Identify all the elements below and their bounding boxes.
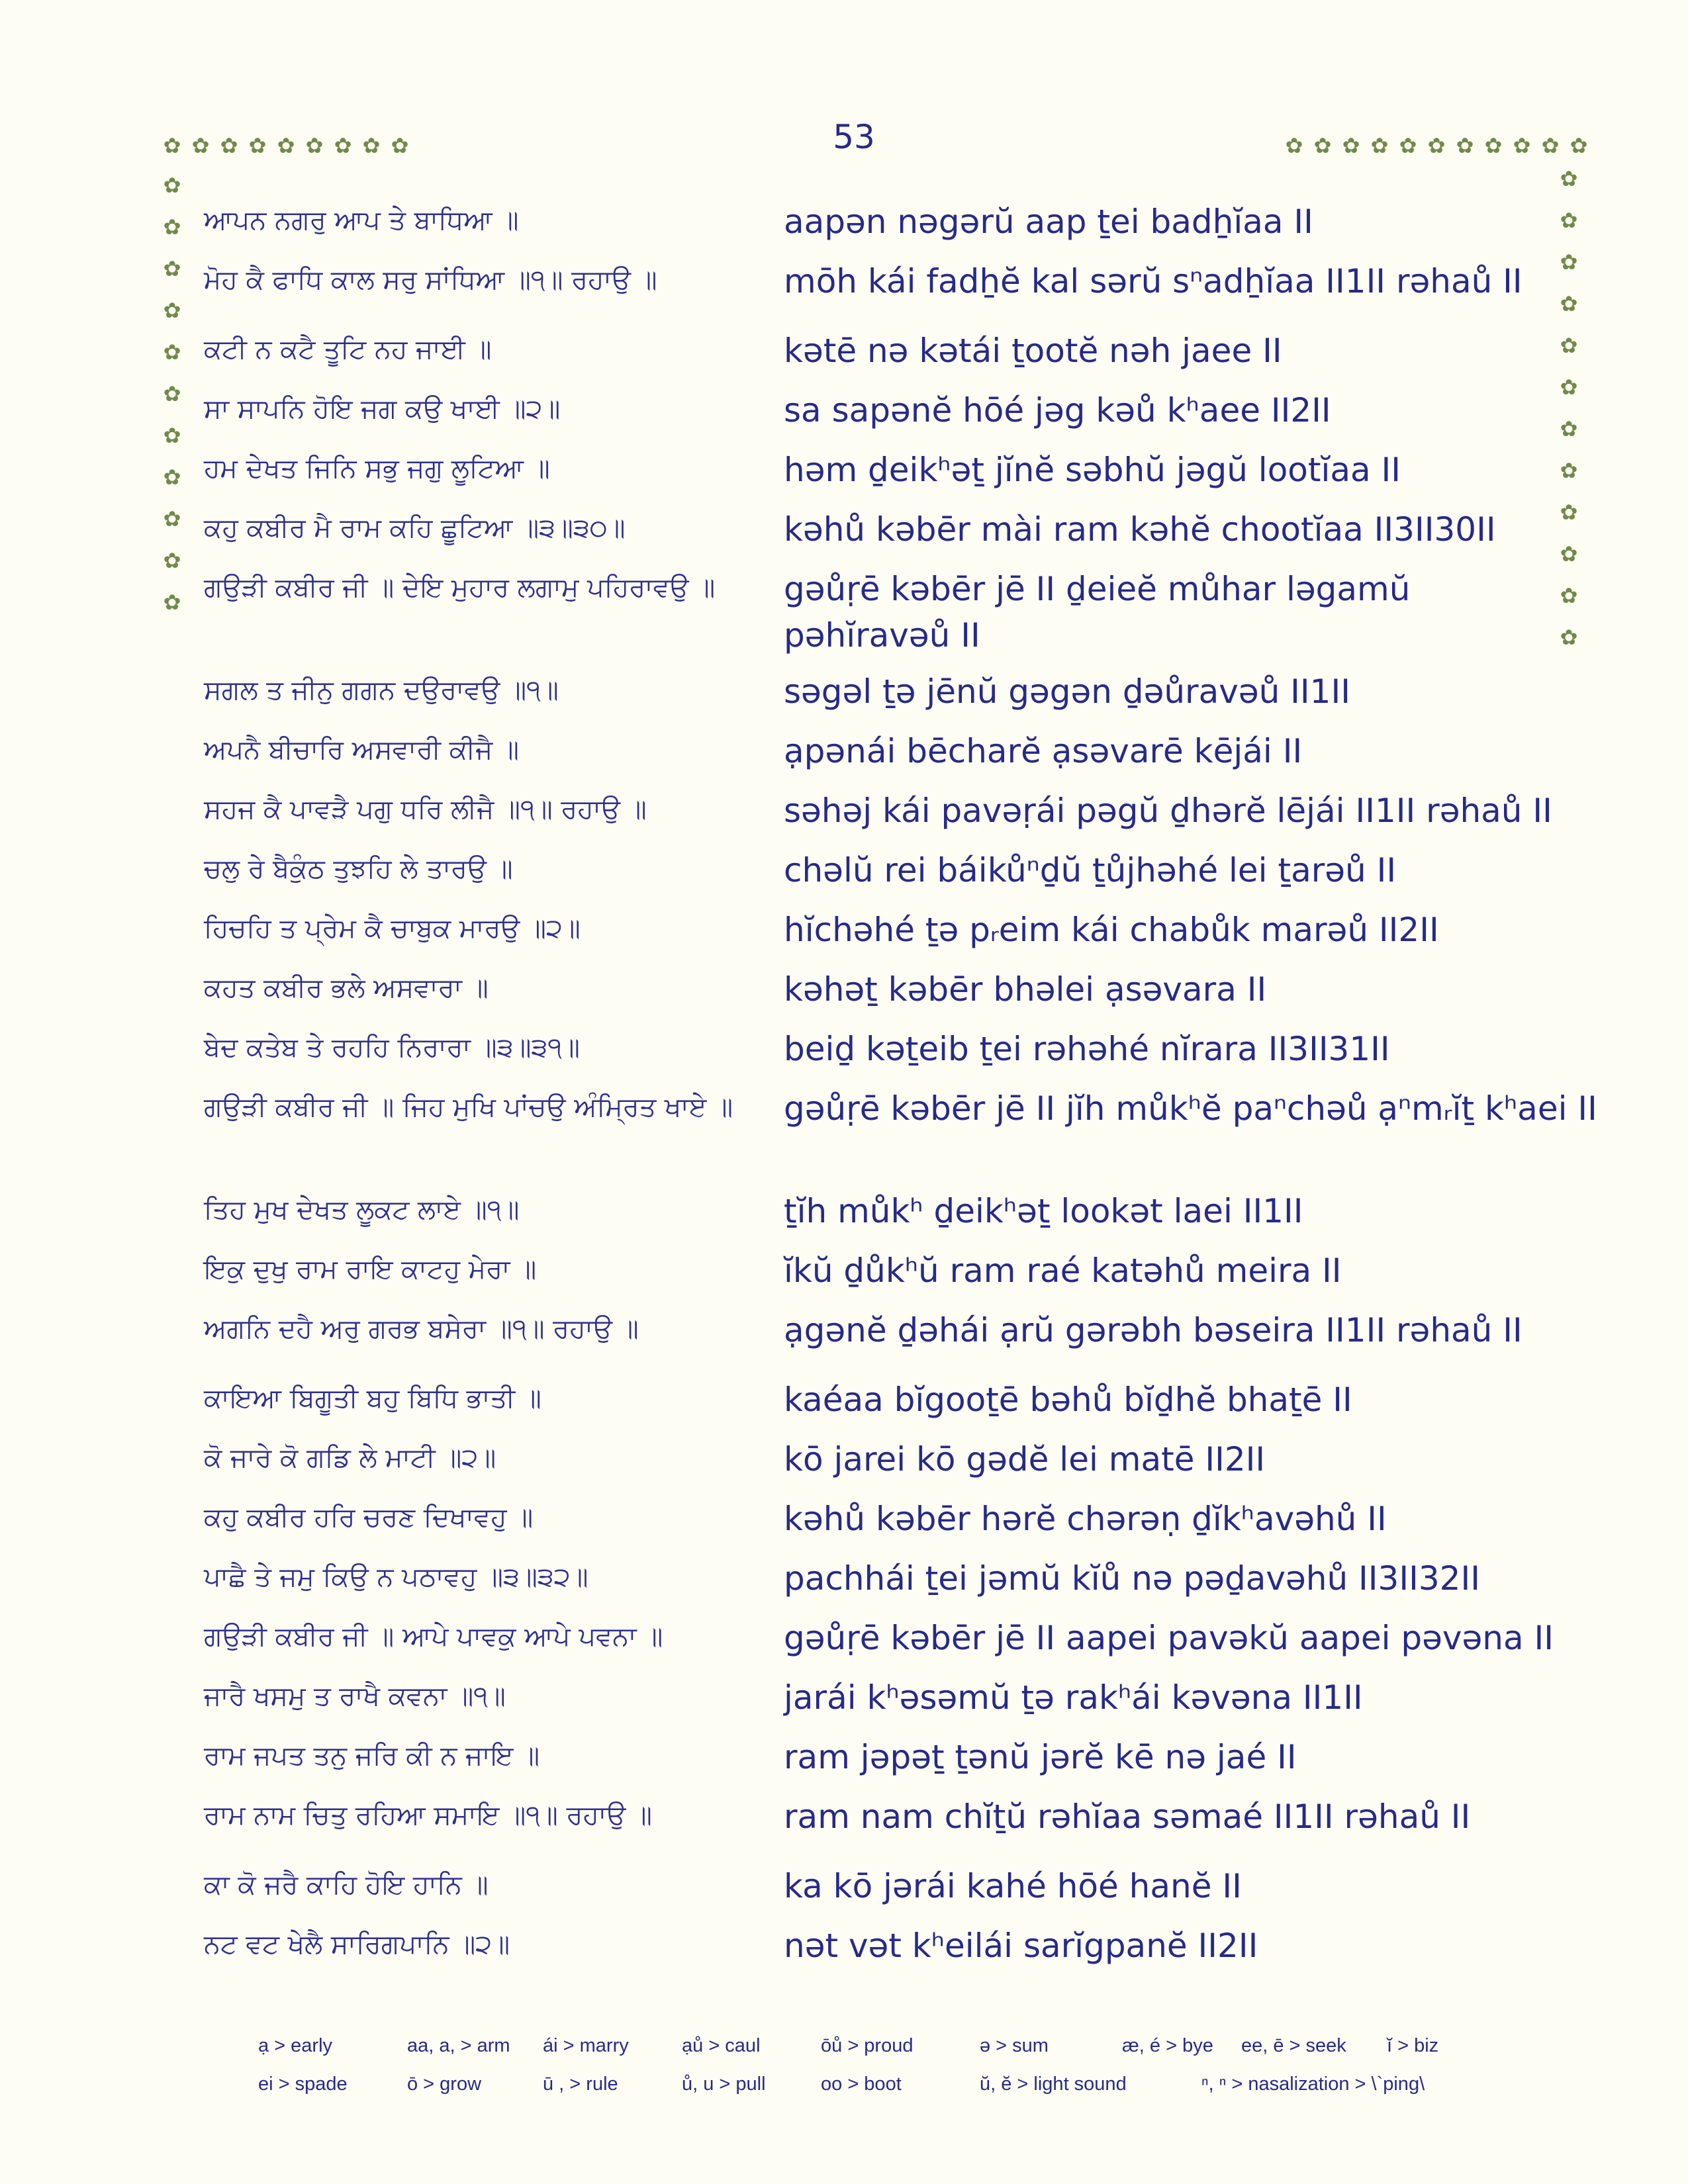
gurmukhi-text: ਗਉੜੀ ਕਬੀਰ ਜੀ ॥ ਆਪੇ ਪਾਵਕੁ ਆਪੇ ਪਵਨਾ ॥ xyxy=(204,1621,663,1652)
transliteration-text: ạgənĕ ḏəhái ạrŭ gərəbh bəseira II1II rəhaů II xyxy=(784,1311,1523,1349)
flower-ornament-icon: ✿ xyxy=(163,298,181,323)
flower-ornament-icon: ✿ xyxy=(1541,133,1560,158)
flower-ornament-icon: ✿ xyxy=(1313,133,1332,158)
gurmukhi-text: ਇਕੁ ਦੁਖੁ ਰਾਮ ਰਾਇ ਕਾਟਹੁ ਮੇਰਾ ॥ xyxy=(204,1254,537,1285)
flower-ornament-icon: ✿ xyxy=(163,214,181,240)
transliteration-text: ṯĭh můkʰ ḏeikʰəṯ lookət laei II1II xyxy=(784,1192,1303,1230)
flower-ornament-icon: ✿ xyxy=(1560,166,1578,191)
legend-item: æ, é > bye xyxy=(1122,2035,1213,2056)
flower-ornament-icon: ✿ xyxy=(1399,133,1417,158)
legend-item: aa, a, > arm xyxy=(407,2035,510,2056)
transliteration-text: jarái kʰəsəmŭ ṯə rakʰái kəvəna II1II xyxy=(784,1678,1363,1717)
flower-ornament-icon: ✿ xyxy=(1456,133,1474,158)
flower-ornament-icon: ✿ xyxy=(1427,133,1446,158)
transliteration-text: chəlŭ rei báikůⁿḏŭ ṯůjhəhé lei ṯarəů II xyxy=(784,851,1397,889)
gurmukhi-text: ਕੋ ਜਾਰੇ ਕੋ ਗਡਿ ਲੇ ਮਾਟੀ ॥੨॥ xyxy=(204,1443,496,1473)
flower-ornament-icon: ✿ xyxy=(1560,541,1578,567)
transliteration-text: gəůṛē kəbēr jē II ḏeieĕ můhar ləgamŭ pəhĭravəů II xyxy=(784,570,1411,655)
transliteration-text: ka kō jərái kahé hōé hanĕ II xyxy=(784,1867,1242,1905)
transliteration-text: səhəj kái pavəṛái pəgŭ ḏhərĕ lējái II1II rəhaů II xyxy=(784,792,1552,830)
flower-ornament-icon: ✿ xyxy=(1560,250,1578,275)
gurmukhi-text: ਸਹਜ ਕੈ ਪਾਵੜੈ ਪਗੁ ਧਰਿ ਲੀਜੈ ॥੧॥ ਰਹਾਉ ॥ xyxy=(204,794,647,825)
flower-ornament-icon: ✿ xyxy=(163,423,181,448)
gurmukhi-text: ਕਹੁ ਕਬੀਰ ਹਰਿ ਚਰਣ ਦਿਖਾਵਹੁ ॥ xyxy=(204,1502,534,1533)
transliteration-text: gəůṛē kəbēr jē II aapei pavəkŭ aapei pəvəna II xyxy=(784,1619,1554,1657)
transliteration-text: ram jəpəṯ ṯənŭ jərĕ kē nə jaé II xyxy=(784,1738,1297,1776)
gurmukhi-text: ਗਉੜੀ ਕਬੀਰ ਜੀ ॥ ਦੇਇ ਮੁਹਾਰ ਲਗਾਮੁ ਪਹਿਰਾਵਉ ॥ xyxy=(204,572,716,603)
transliteration-text: hĭchəhé ṯə pᵣeim kái chabůk marəů II2II xyxy=(784,911,1439,949)
legend-item: ū , > rule xyxy=(543,2073,618,2095)
gurmukhi-text: ਆਪਨ ਨਗਰੁ ਆਪ ਤੇ ਬਾਧਿਆ ॥ xyxy=(204,205,519,236)
transliteration-text: ĭkŭ ḏůkʰŭ ram raé katəhů meira II xyxy=(784,1251,1342,1290)
gurmukhi-text: ਅਗਨਿ ਦਹੈ ਅਰੁ ਗਰਭ ਬਸੇਰਾ ॥੧॥ ਰਹਾਉ ॥ xyxy=(204,1314,639,1344)
transliteration-text: sa sapənĕ hōé jəg kəů kʰaee II2II xyxy=(784,391,1331,430)
flower-ornament-icon: ✿ xyxy=(163,173,181,198)
gurmukhi-text: ਕਟੀ ਨ ਕਟੈ ਤੂਟਿ ਨਹ ਜਾਈ ॥ xyxy=(204,334,492,365)
flower-ornament-icon: ✿ xyxy=(1560,291,1578,316)
legend-item: ů, u > pull xyxy=(682,2073,766,2095)
flower-ornament-icon: ✿ xyxy=(1560,208,1578,233)
transliteration-text: nət vət kʰeilái sarĭgpanĕ II2II xyxy=(784,1927,1258,1965)
gurmukhi-text: ਕਾ ਕੋ ਜਰੈ ਕਾਹਿ ਹੋਇ ਹਾਨਿ ॥ xyxy=(204,1870,489,1900)
flower-ornament-icon: ✿ xyxy=(163,590,181,615)
flower-ornament-icon: ✿ xyxy=(305,133,324,158)
gurmukhi-text: ਮੋਹ ਕੈ ਫਾਧਿ ਕਾਲ ਸਰੁ ਸਾਂਧਿਆ ॥੧॥ ਰਹਾਉ ॥ xyxy=(204,265,657,295)
flower-ornament-icon: ✿ xyxy=(362,133,381,158)
flower-ornament-icon: ✿ xyxy=(163,256,181,281)
legend-item: ee, ē > seek xyxy=(1241,2035,1346,2056)
gurmukhi-text: ਕਾਇਆ ਬਿਗੂਤੀ ਬਹੁ ਬਿਧਿ ਭਾਤੀ ॥ xyxy=(204,1383,541,1414)
flower-ornament-icon: ✿ xyxy=(163,465,181,490)
gurmukhi-text: ਰਾਮ ਜਪਤ ਤਨੁ ਜਰਿ ਕੀ ਨ ਜਾਇ ॥ xyxy=(204,1741,540,1771)
transliteration-text: beiḏ kəṯeib ṯei rəhəhé nĭrara II3II31II xyxy=(784,1030,1390,1068)
flower-ornament-icon: ✿ xyxy=(163,133,181,158)
gurmukhi-text: ਪਾਛੈ ਤੇ ਜਮੁ ਕਿਉ ਨ ਪਠਾਵਹੁ ॥੩॥੩੨॥ xyxy=(204,1562,588,1592)
legend-item: ei > spade xyxy=(258,2073,348,2095)
legend-item: oo > boot xyxy=(821,2073,902,2095)
legend-item: ạů > caul xyxy=(682,2035,761,2056)
transliteration-text: mōh kái fadẖĕ kal sərŭ sⁿadẖĭaa II1II rəhaů II xyxy=(784,262,1523,300)
flower-ornament-icon: ✿ xyxy=(1560,625,1578,650)
flower-ornament-icon: ✿ xyxy=(220,133,238,158)
flower-ornament-icon: ✿ xyxy=(277,133,295,158)
legend-item: ōů > proud xyxy=(821,2035,914,2056)
flower-ornament-icon: ✿ xyxy=(163,548,181,573)
flower-ornament-icon: ✿ xyxy=(1342,133,1360,158)
flower-ornament-icon: ✿ xyxy=(248,133,267,158)
transliteration-text: həm ḏeikʰəṯ jĭnĕ səbhŭ jəgŭ lootĭaa II xyxy=(784,451,1401,489)
gurmukhi-text: ਰਾਮ ਨਾਮ ਚਿਤੁ ਰਹਿਆ ਸਮਾਇ ॥੧॥ ਰਹਾਉ ॥ xyxy=(204,1800,653,1831)
gurmukhi-text: ਚਲੁ ਰੇ ਬੈਕੁੰਠ ਤੁਝਹਿ ਲੇ ਤਾਰਉ ॥ xyxy=(204,854,513,884)
gurmukhi-text: ਤਿਹ ਮੁਖ ਦੇਖਤ ਲੂਕਟ ਲਾਏ ॥੧॥ xyxy=(204,1195,520,1225)
flower-ornament-icon: ✿ xyxy=(1560,500,1578,525)
gurmukhi-text: ਸਗਲ ਤ ਜੀਨੁ ਗਗਨ ਦਉਰਾਵਉ ॥੧॥ xyxy=(204,675,559,705)
transliteration-text: kō jarei kō gədĕ lei matē II2II xyxy=(784,1440,1266,1479)
flower-ornament-icon: ✿ xyxy=(163,506,181,531)
gurmukhi-text: ਹਮ ਦੇਖਤ ਜਿਨਿ ਸਭੁ ਜਗੁ ਲੂਟਿਆ ॥ xyxy=(204,453,550,484)
transliteration-text: kəhəṯ kəbēr bhəlei ạsəvara II xyxy=(784,970,1267,1009)
gurmukhi-text: ਕਹੁ ਕਬੀਰ ਮੈ ਰਾਮ ਕਹਿ ਛੂਟਿਆ ॥੩॥੩੦॥ xyxy=(204,513,626,543)
legend-item: ŭ, ĕ > light sound xyxy=(980,2073,1127,2095)
legend-item: ạ > early xyxy=(258,2035,333,2056)
transliteration-text: aapən nəgərŭ aap ṯei badẖĭaa II xyxy=(784,203,1313,241)
flower-ornament-icon: ✿ xyxy=(1285,133,1303,158)
flower-ornament-icon: ✿ xyxy=(1560,458,1578,483)
flower-ornament-icon: ✿ xyxy=(1560,583,1578,608)
flower-ornament-icon: ✿ xyxy=(1570,133,1588,158)
flower-ornament-icon: ✿ xyxy=(391,133,409,158)
gurmukhi-text: ਅਪਨੈ ਬੀਚਾਰਿ ਅਸਵਾਰੀ ਕੀਜੈ ॥ xyxy=(204,735,519,765)
gurmukhi-text: ਕਹਤ ਕਬੀਰ ਭਲੇ ਅਸਵਾਰਾ ॥ xyxy=(204,973,489,1003)
legend-item: ō > grow xyxy=(407,2073,482,2095)
gurmukhi-text: ਨਟ ਵਟ ਖੇਲੈ ਸਾਰਿਗਪਾਨਿ ॥੨॥ xyxy=(204,1929,510,1960)
transliteration-text: kaéaa bĭgooṯē bəhů bĭḏhĕ bhaṯē II xyxy=(784,1381,1352,1419)
flower-ornament-icon: ✿ xyxy=(163,381,181,406)
gurmukhi-text: ਬੇਦ ਕਤੇਬ ਤੇ ਰਹਹਿ ਨਿਰਾਰਾ ॥੩॥੩੧॥ xyxy=(204,1032,580,1063)
flower-ornament-icon: ✿ xyxy=(334,133,352,158)
legend-item: ĭ > biz xyxy=(1387,2035,1439,2056)
flower-ornament-icon: ✿ xyxy=(1560,333,1578,358)
page-number: 53 xyxy=(833,118,875,156)
flower-ornament-icon: ✿ xyxy=(191,133,210,158)
transliteration-text: səgəl ṯə jēnŭ gəgən ḏəůravəů II1II xyxy=(784,672,1350,711)
legend-item: ⁿ, ⁿ > nasalization > \`ping\ xyxy=(1201,2073,1425,2095)
transliteration-text: kəhů kəbēr hərĕ chərəṇ ḏĭkʰavəhů II xyxy=(784,1500,1387,1538)
gurmukhi-text: ਹਿਚਹਿ ਤ ਪ੍ਰੇਮ ਕੈ ਚਾਬੁਕ ਮਾਰਉ ॥੨॥ xyxy=(204,913,581,944)
transliteration-text: ram nam chĭṯŭ rəhĭaa səmaé II1II rəhaů II xyxy=(784,1797,1471,1836)
transliteration-text: ạpənái bēcharĕ ạsəvarē kējái II xyxy=(784,732,1303,770)
gurmukhi-text: ਜਾਰੈ ਖਸਮੁ ਤ ਰਾਖੈ ਕਵਨਾ ॥੧॥ xyxy=(204,1681,506,1711)
gurmukhi-text: ਗਉੜੀ ਕਬੀਰ ਜੀ ॥ ਜਿਹ ਮੁਖਿ ਪਾਂਚਉ ਅੰਮ੍ਰਿਤ ਖਾਏ ॥ xyxy=(204,1092,733,1122)
legend-item: ə > sum xyxy=(980,2035,1049,2056)
transliteration-text: gəůṛē kəbēr jē II jĭh můkʰĕ paⁿchəů ạⁿmᵣĭṯ kʰaei II xyxy=(784,1089,1597,1128)
flower-ornament-icon: ✿ xyxy=(1560,416,1578,441)
flower-ornament-icon: ✿ xyxy=(163,340,181,365)
flower-ornament-icon: ✿ xyxy=(1513,133,1531,158)
flower-ornament-icon: ✿ xyxy=(1370,133,1389,158)
legend-item: ái > marry xyxy=(543,2035,629,2056)
transliteration-text: kəhů kəbēr mài ram kəhĕ chootĭaa II3II30II xyxy=(784,510,1496,549)
flower-ornament-icon: ✿ xyxy=(1484,133,1503,158)
gurmukhi-text: ਸਾ ਸਾਪਨਿ ਹੋਇ ਜਗ ਕਉ ਖਾਈ ॥੨॥ xyxy=(204,394,561,424)
transliteration-text: kətē nə kətái ṯootĕ nəh jaee II xyxy=(784,332,1282,370)
flower-ornament-icon: ✿ xyxy=(1560,375,1578,400)
transliteration-text: pachhái ṯei jəmŭ kĭů nə pəḏavəhů II3II32II xyxy=(784,1559,1480,1598)
